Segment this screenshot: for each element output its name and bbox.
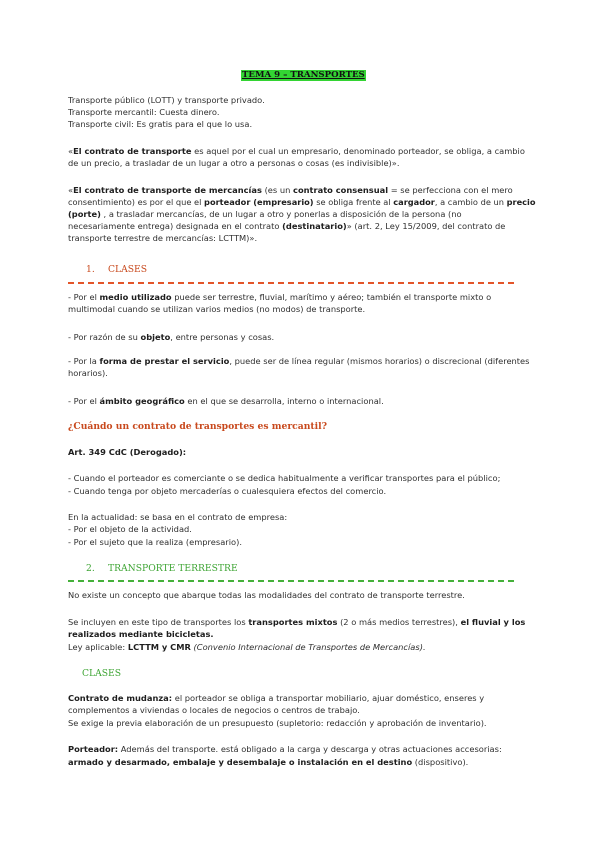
definition-2-line-1: «El contrato de transporte de mercancías (es un contrato consensual = se perfecciona con el mero	[68, 185, 513, 195]
article-item-2: - Cuando tenga por objeto mercaderías o cualesquiera efectos del comercio.	[68, 486, 387, 496]
intro-line-1: Transporte público (LOTT) y transporte privado.	[68, 95, 265, 105]
mercantil-question-heading: ¿Cuándo un contrato de transportes es mercantil?	[68, 421, 327, 432]
definition-2-line-5: transporte terrestre de mercancías: LCTTM)».	[68, 233, 258, 243]
clases-item-objeto: - Por razón de su objeto, entre personas y cosas.	[68, 332, 275, 342]
definition-1-line-1: «El contrato de transporte es aquel por el cual un empresario, denominado porteador, se obliga, a cambio	[68, 146, 525, 156]
definition-2-line-4: necesariamente entrega) designada en el contrato (destinatario)» (art. 2, Ley 15/2009, del contrato de	[68, 221, 506, 231]
article-item-1: - Cuando el porteador es comerciante o se dedica habitualmente a verificar transportes para el público;	[68, 473, 501, 483]
article-heading: Art. 349 CdC (Derogado):	[68, 447, 187, 457]
clases-subheading: CLASES	[82, 668, 122, 679]
definition-2-line-2: consentimiento) es por el que el porteador (empresario) se obliga frente al cargador, a cambio de un precio	[68, 197, 536, 207]
clases-item-ambito: - Por el ámbito geográfico en el que se desarrolla, interno o internacional.	[68, 396, 384, 406]
clases-item-medio-line-1: - Por el medio utilizado puede ser terrestre, fluvial, marítimo y aéreo; también el transporte mixto o	[68, 292, 492, 302]
page-title: TEMA 9 – TRANSPORTES	[242, 70, 365, 80]
porteador-line-1: Porteador: Además del transporte. está obligado a la carga y descarga y otras actuaciones accesorias:	[68, 744, 502, 754]
section-1-divider	[68, 282, 514, 284]
terrestre-paragraph-1: No existe un concepto que abarque todas las modalidades del contrato de transporte terrestre.	[68, 590, 465, 600]
mudanza-line-3: Se exige la previa elaboración de un presupuesto (supletorio: redacción y aprobación de inventario).	[68, 718, 487, 728]
terrestre-paragraph-2-line-2: realizados mediante bicicletas.	[68, 629, 214, 639]
actualidad-line-2: - Por el objeto de la actividad.	[68, 524, 192, 534]
ley-aplicable-line: Ley aplicable: LCTTM y CMR (Convenio Internacional de Transportes de Mercancías).	[68, 642, 426, 652]
definition-1-line-2: de un precio, a trasladar de un lugar a otro a personas o cosas (es indivisible)».	[68, 158, 400, 168]
section-1-heading: 1. CLASES	[86, 264, 148, 275]
porteador-line-2: armado y desarmado, embalaje y desembalaje o instalación en el destino (dispositivo).	[68, 757, 469, 767]
section-2-divider	[68, 580, 514, 582]
clases-item-medio-line-2: multimodal cuando se utilizan varios medios (no modos) de transporte.	[68, 304, 366, 314]
terrestre-paragraph-2-line-1: Se incluyen en este tipo de transportes los transportes mixtos (2 o más medios terrestres), el fluvial y los	[68, 617, 526, 627]
clases-item-forma-line-1: - Por la forma de prestar el servicio, puede ser de línea regular (mismos horarios) o discrecional (diferentes	[68, 356, 530, 366]
actualidad-line-3: - Por el sujeto que la realiza (empresario).	[68, 537, 242, 547]
definition-2-line-3: (porte) , a trasladar mercancías, de un lugar a otro y ponerlas a disposición de la persona (no	[68, 209, 462, 219]
clases-item-forma-line-2: horarios).	[68, 368, 108, 378]
intro-line-2: Transporte mercantil: Cuesta dinero.	[68, 107, 220, 117]
section-2-heading: 2. TRANSPORTE TERRESTRE	[86, 563, 238, 574]
intro-line-3: Transporte civil: Es gratis para el que lo usa.	[68, 119, 253, 129]
actualidad-line-1: En la actualidad: se basa en el contrato de empresa:	[68, 512, 288, 522]
mudanza-line-2: complementos a viviendas o locales de negocios o centros de trabajo.	[68, 705, 360, 715]
mudanza-line-1: Contrato de mudanza: el porteador se obliga a transportar mobiliario, ajuar doméstico, enseres y	[68, 693, 485, 703]
